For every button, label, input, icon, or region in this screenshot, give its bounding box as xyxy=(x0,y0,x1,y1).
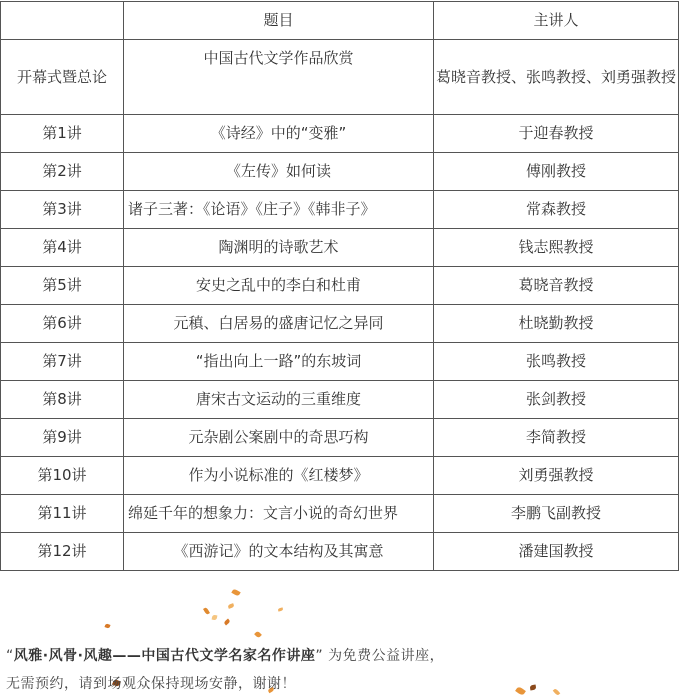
title-cell: 元杂剧公案剧中的奇思巧构 xyxy=(124,419,434,457)
decorative-leaf xyxy=(227,603,234,609)
speaker-cell: 杜晓勤教授 xyxy=(434,305,679,343)
header-title: 题目 xyxy=(124,2,434,40)
session-cell: 第10讲 xyxy=(1,457,124,495)
header-session xyxy=(1,2,124,40)
header-speaker: 主讲人 xyxy=(434,2,679,40)
opening-session: 开幕式暨总论 xyxy=(1,40,124,115)
footer-line-1-rest: 为免费公益讲座， xyxy=(328,648,445,664)
session-cell: 第4讲 xyxy=(1,229,124,267)
speaker-cell: 张剑教授 xyxy=(434,381,679,419)
table-row xyxy=(1,381,679,419)
table-header-row xyxy=(1,2,679,40)
opening-speaker: 葛晓音教授、张鸣教授、刘勇强教授 xyxy=(434,40,679,115)
lecture-series-name: 风雅·风骨·风趣——中国古代文学名家名作讲座 xyxy=(13,648,316,664)
decorative-leaf xyxy=(203,607,210,615)
speaker-cell: 李鹏飞副教授 xyxy=(434,495,679,533)
session-cell: 第3讲 xyxy=(1,191,124,229)
quote-open: “ xyxy=(6,648,14,664)
speaker-cell: 潘建国教授 xyxy=(434,533,679,571)
decorative-leaf xyxy=(231,588,240,596)
decorative-leaf xyxy=(254,631,262,639)
speaker-cell: 钱志熙教授 xyxy=(434,229,679,267)
table-row xyxy=(1,305,679,343)
title-cell: 陶渊明的诗歌艺术 xyxy=(124,229,434,267)
decorative-leaf xyxy=(278,607,284,611)
speaker-cell: 李简教授 xyxy=(434,419,679,457)
session-cell: 第6讲 xyxy=(1,305,124,343)
table-row xyxy=(1,457,679,495)
title-cell: 《诗经》中的“变雅” xyxy=(124,115,434,153)
speaker-cell: 刘勇强教授 xyxy=(434,457,679,495)
speaker-cell: 张鸣教授 xyxy=(434,343,679,381)
decorative-leaf xyxy=(223,619,230,626)
footer-line-1 xyxy=(6,642,444,670)
session-cell: 第12讲 xyxy=(1,533,124,571)
session-cell: 第5讲 xyxy=(1,267,124,305)
decorative-leaf xyxy=(104,623,110,628)
decorative-leaf xyxy=(553,688,561,696)
footer-line-2: 无需预约，请到场观众保持现场安静，谢谢！ xyxy=(6,676,296,692)
table-row-opening xyxy=(1,40,679,115)
session-cell: 第9讲 xyxy=(1,419,124,457)
table-row xyxy=(1,495,679,533)
opening-title: 中国古代文学作品欣赏 xyxy=(124,40,434,115)
title-cell: 作为小说标准的《红楼梦》 xyxy=(124,457,434,495)
speaker-cell: 傅刚教授 xyxy=(434,153,679,191)
session-cell: 第7讲 xyxy=(1,343,124,381)
table-row xyxy=(1,267,679,305)
decorative-leaf xyxy=(530,685,537,691)
table-row xyxy=(1,343,679,381)
speaker-cell: 常森教授 xyxy=(434,191,679,229)
title-cell: 诸子三著：《论语》《庄子》《韩非子》 xyxy=(124,191,434,229)
table-row xyxy=(1,191,679,229)
session-cell: 第11讲 xyxy=(1,495,124,533)
session-cell: 第2讲 xyxy=(1,153,124,191)
title-cell: 《左传》如何读 xyxy=(124,153,434,191)
speaker-cell: 于迎春教授 xyxy=(434,115,679,153)
title-cell: 安史之乱中的李白和杜甫 xyxy=(124,267,434,305)
table-row xyxy=(1,419,679,457)
quote-close: ” xyxy=(315,648,324,664)
title-cell: “指出向上一路”的东坡词 xyxy=(124,343,434,381)
table-row xyxy=(1,153,679,191)
session-cell: 第8讲 xyxy=(1,381,124,419)
speaker-cell: 葛晓音教授 xyxy=(434,267,679,305)
decorative-leaf xyxy=(515,686,526,696)
footer-notice xyxy=(6,642,444,698)
table-row xyxy=(1,115,679,153)
title-cell: 元稹、白居易的盛唐记忆之异同 xyxy=(124,305,434,343)
title-cell: 《西游记》的文本结构及其寓意 xyxy=(124,533,434,571)
decorative-leaf xyxy=(212,615,218,621)
session-cell: 第1讲 xyxy=(1,115,124,153)
lecture-schedule-table xyxy=(0,1,679,571)
table-row xyxy=(1,229,679,267)
title-cell: 唐宋古文运动的三重维度 xyxy=(124,381,434,419)
table-row xyxy=(1,533,679,571)
title-cell: 绵延千年的想象力：文言小说的奇幻世界 xyxy=(124,495,434,533)
